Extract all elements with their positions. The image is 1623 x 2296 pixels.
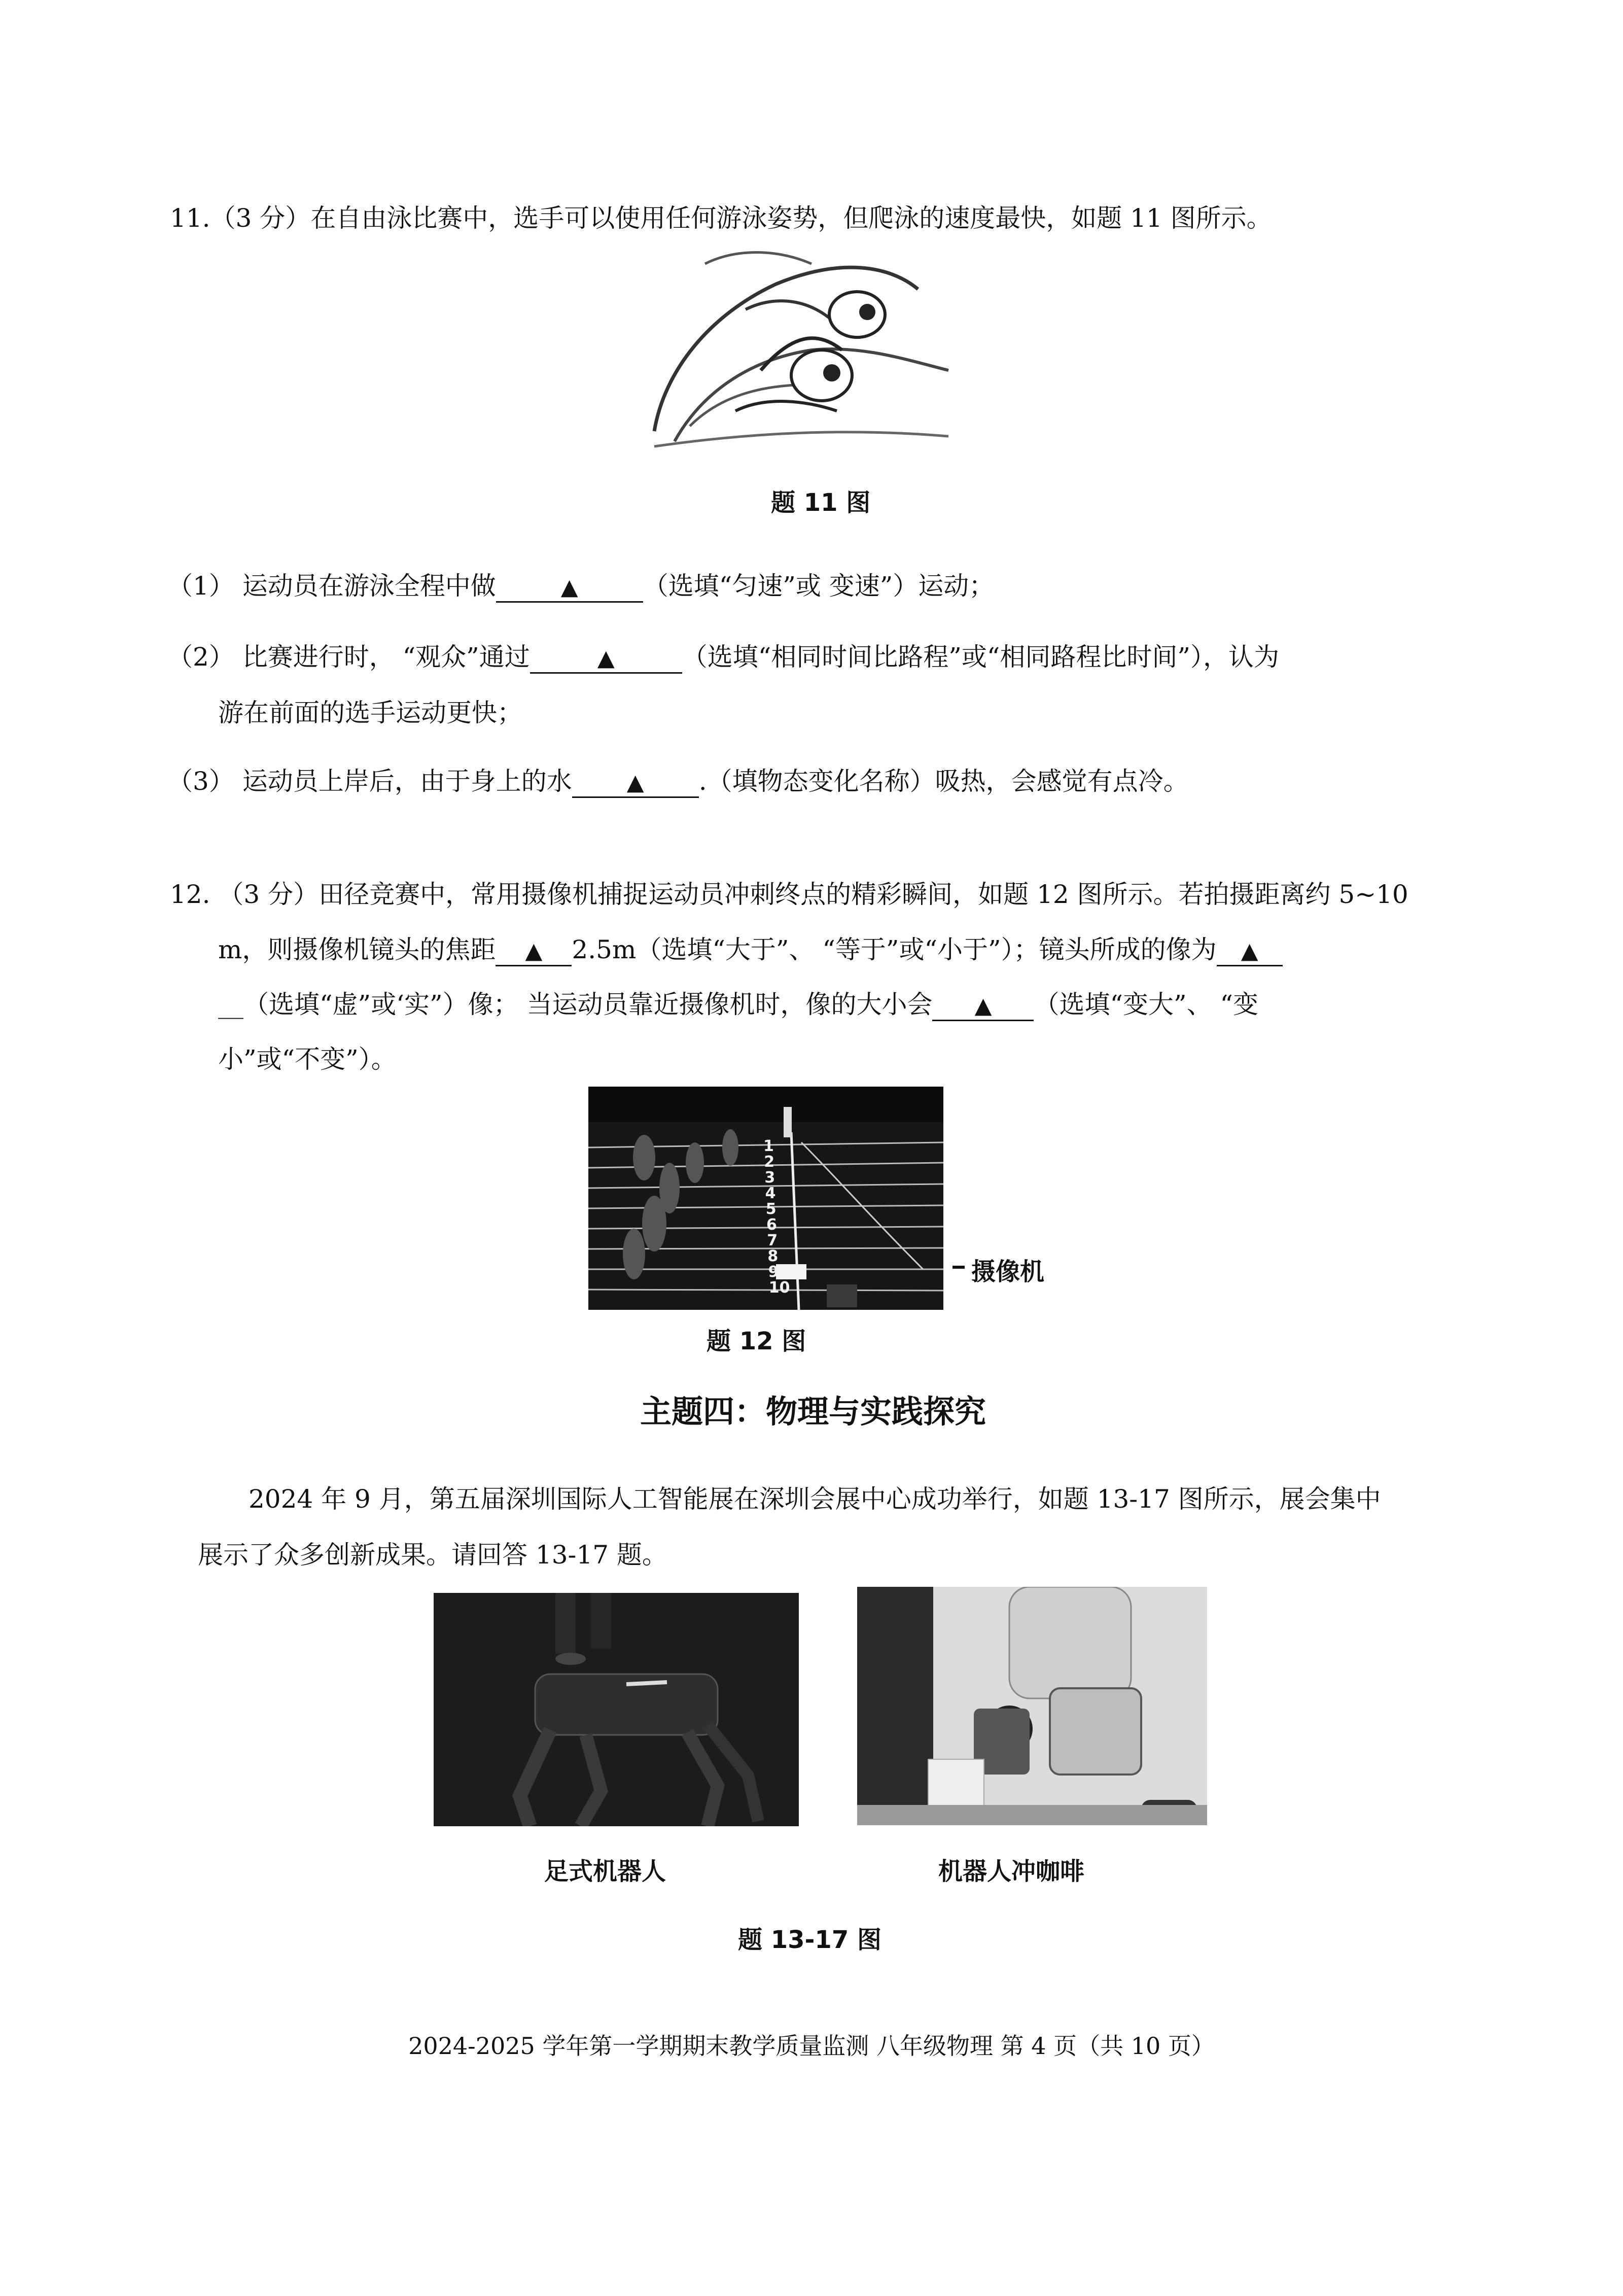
lane-number: 5 xyxy=(765,1200,777,1218)
q12-line3 xyxy=(218,989,1258,1021)
triangle-marker-icon: ▲ xyxy=(597,645,615,671)
lane-number: 9 xyxy=(768,1263,779,1281)
camera-pointer-line xyxy=(952,1266,965,1269)
q12-line1: 12. （3 分）田径竞赛中，常用摄像机捕捉运动员冲刺终点的精彩瞬间，如题 12 图所示。若拍摄距离约 5~10 xyxy=(170,880,1408,909)
section-title: 主题四：物理与实践探究 xyxy=(640,1393,986,1430)
lane-number: 8 xyxy=(767,1247,779,1265)
q12-image-type-blank[interactable] xyxy=(1217,936,1283,966)
triangle-marker-icon: ▲ xyxy=(974,993,992,1019)
lane-number: 6 xyxy=(766,1216,777,1234)
q12-line2-prefix: m，则摄像机镜头的焦距 xyxy=(218,935,496,964)
q11-part1-suffix: （选填“匀速”或 变速”）运动； xyxy=(643,571,995,601)
lane-number: 4 xyxy=(765,1185,776,1202)
q11-figure-caption: 题 11 图 xyxy=(771,489,871,517)
coffee-robot-photo xyxy=(857,1587,1207,1825)
q11-part1 xyxy=(167,571,994,603)
triangle-marker-icon: ▲ xyxy=(626,770,644,795)
section-intro-line2: 展示了众多创新成果。请回答 13-17 题。 xyxy=(198,1540,667,1570)
photo1-caption: 足式机器人 xyxy=(544,1857,666,1886)
camera-label: 摄像机 xyxy=(971,1258,1045,1286)
photo2-caption: 机器人冲咖啡 xyxy=(938,1857,1085,1886)
triangle-marker-icon: ▲ xyxy=(560,574,578,600)
lane-number: 3 xyxy=(764,1169,775,1187)
q11-part2 xyxy=(167,642,1279,674)
track-finish-photo xyxy=(588,1087,943,1310)
q11-stem: 11.（3 分）在自由泳比赛中，选手可以使用任何游泳姿势，但爬泳的速度最快，如题 11 图所示。 xyxy=(170,203,1272,233)
q12-line2 xyxy=(218,934,1283,966)
triangle-marker-icon: ▲ xyxy=(1241,938,1258,964)
lane-number: 10 xyxy=(768,1279,790,1297)
lane-number: 7 xyxy=(767,1232,778,1249)
triangle-marker-icon: ▲ xyxy=(525,938,543,964)
q11-part3-prefix: （3） 运动员上岸后，由于身上的水 xyxy=(167,767,572,796)
q12-line3-prefix: __（选填“虚”或‘实”）像； 当运动员靠近摄像机时，像的大小会 xyxy=(218,990,933,1019)
lane-number: 1 xyxy=(763,1137,774,1155)
q12-line3-suffix: （选填“变大”、 “变 xyxy=(1034,990,1259,1019)
section-figure-caption: 题 13-17 图 xyxy=(738,1926,881,1954)
q12-size-blank[interactable] xyxy=(932,991,1034,1021)
q11-part3-blank[interactable] xyxy=(572,768,699,798)
q12-focal-blank[interactable] xyxy=(496,936,572,966)
page-footer: 2024-2025 学年第一学期期末教学质量监测 八年级物理 第 4 页（共 10 页） xyxy=(408,2032,1215,2060)
section-intro-line1: 2024 年 9 月，第五届深圳国际人工智能展在深圳会展中心成功举行，如题 13-17 图所示，展会集中 xyxy=(249,1484,1381,1514)
legged-robot-photo xyxy=(434,1593,799,1826)
lane-number: 2 xyxy=(764,1153,775,1171)
q11-part3-suffix: .（填物态变化名称）吸热，会感觉有点冷。 xyxy=(698,767,1189,796)
q11-part2-blank[interactable] xyxy=(530,643,682,674)
q11-part2-prefix: （2） 比赛进行时， “观众”通过 xyxy=(167,642,530,672)
q12-line2-middle: 2.5m（选填“大于”、 “等于”或“小于”）；镜头所成的像为 xyxy=(572,935,1217,964)
q12-figure-caption: 题 12 图 xyxy=(707,1327,806,1355)
swimmer-illustration xyxy=(644,243,959,457)
q11-part1-prefix: （1） 运动员在游泳全程中做 xyxy=(167,571,496,601)
q11-part1-blank[interactable] xyxy=(496,572,643,603)
q11-part2-line2: 游在前面的选手运动更快； xyxy=(218,698,522,727)
q12-line4: 小”或“不变”）。 xyxy=(218,1045,397,1074)
q11-part2-suffix: （选填“相同时间比路程”或“相同路程比时间”），认为 xyxy=(682,642,1279,672)
q11-part3 xyxy=(167,766,1189,798)
